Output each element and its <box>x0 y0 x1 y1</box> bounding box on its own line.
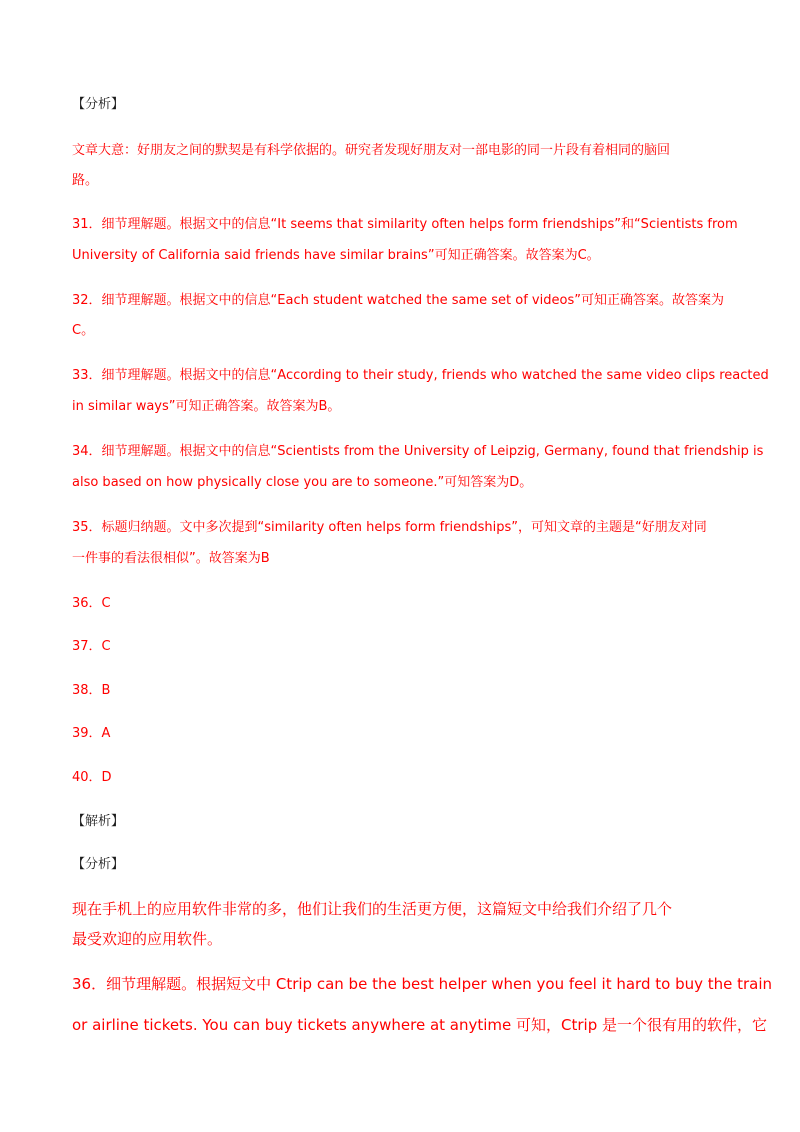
q35-line-2: 一件事的看法很相似”。故答案为B <box>72 551 270 566</box>
q33-line-1: 33．细节理解题。根据文中的信息“According to their study, friends who watched the same video clips reacted <box>72 368 769 383</box>
q36-line-2: or airline tickets. You can buy tickets anywhere at anytime 可知，Ctrip 是一个很有用的软件，它 <box>72 1016 768 1034</box>
answer-36: 36．C <box>72 596 111 611</box>
answer-37: 37．C <box>72 639 111 654</box>
q34-line-2: also based on how physically close you are to someone.”可知答案为D。 <box>72 475 533 490</box>
analysis-heading-2: 【分析】 <box>72 857 125 872</box>
q32-line-2: C。 <box>72 323 95 338</box>
intro-line-1: 现在手机上的应用软件非常的多，他们让我们的生活更方便，这篇短文中给我们介绍了几个 <box>72 900 673 918</box>
q36-line-1: 36．细节理解题。根据短文中 Ctrip can be the best helper when you feel it hard to buy the train <box>72 975 773 993</box>
q32-line-1: 32．细节理解题。根据文中的信息“Each student watched the same set of videos”可知正确答案。故答案为 <box>72 293 724 308</box>
q31-line-1: 31．细节理解题。根据文中的信息“It seems that similarity often helps form friendships”和“Scientists from <box>72 217 738 232</box>
q34-line-1: 34．细节理解题。根据文中的信息“Scientists from the University of Leipzig, Germany, found that friendship is <box>72 444 764 459</box>
q31-line-2: University of California said friends have similar brains”可知正确答案。故答案为C。 <box>72 248 600 263</box>
explanation-heading: 【解析】 <box>72 814 125 829</box>
analysis-heading: 【分析】 <box>72 97 125 112</box>
answer-40: 40．D <box>72 770 112 785</box>
summary-line-2: 路。 <box>72 173 99 188</box>
q35-line-1: 35．标题归纳题。文中多次提到“similarity often helps form friendships”，可知文章的主题是“好朋友对同 <box>72 520 707 535</box>
answer-38: 38．B <box>72 683 111 698</box>
intro-line-2: 最受欢迎的应用软件。 <box>72 930 223 948</box>
q33-line-2: in similar ways”可知正确答案。故答案为B。 <box>72 399 341 414</box>
answer-39: 39．A <box>72 726 111 741</box>
summary-line-1: 文章大意：好朋友之间的默契是有科学依据的。研究者发现好朋友对一部电影的同一片段有着相同的脑回 <box>72 143 671 158</box>
